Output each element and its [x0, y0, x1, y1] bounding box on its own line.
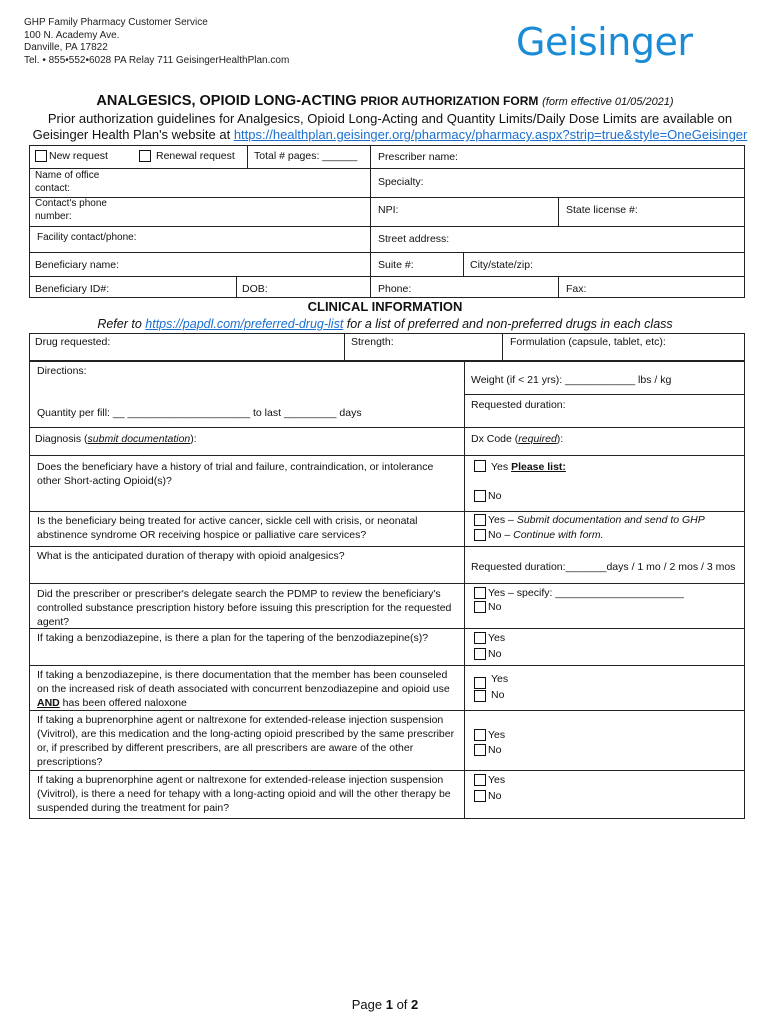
q8-yes-label: Yes: [488, 774, 506, 786]
clinical-heading: CLINICAL INFORMATION: [307, 299, 463, 314]
q2-no-note: Continue with form.: [513, 529, 604, 541]
office-contact-field[interactable]: Name of office contact:: [35, 170, 100, 194]
dx-code-field[interactable]: [471, 432, 563, 446]
q6-and: AND: [37, 697, 60, 709]
renewal-request-checkbox[interactable]: [139, 150, 151, 162]
diagnosis-doc-link: submit documentation: [87, 433, 191, 445]
phone-field[interactable]: Phone:: [378, 283, 412, 295]
q2-yes-checkbox[interactable]: [474, 514, 486, 526]
pdl-link[interactable]: https://papdl.com/preferred-drug-list: [145, 317, 344, 331]
facility-contact-field[interactable]: Facility contact/phone:: [37, 232, 137, 243]
header-line: 100 N. Academy Ave.: [24, 29, 120, 41]
suite-field[interactable]: Suite #:: [378, 259, 414, 271]
divider: [29, 770, 745, 771]
fax-field[interactable]: Fax:: [566, 283, 587, 295]
q3-duration-field[interactable]: [471, 560, 735, 574]
title-effective: (form effective 01/05/2021): [542, 96, 674, 108]
q5-no-label: No: [488, 648, 502, 660]
q6-no-checkbox[interactable]: [474, 690, 486, 702]
specialty-field[interactable]: Specialty:: [378, 176, 424, 188]
q6-text: If taking a benzodiazepine, is there documentation that the member has been counseled on the increased risk of death associated with concurrent benzodiazepine and opioid use: [37, 669, 450, 695]
divider: [29, 455, 745, 456]
dx-prefix: Dx Code (: [471, 433, 519, 445]
q2-no-text: No –: [488, 529, 511, 541]
q3-duration-label: Requested duration:: [471, 561, 566, 573]
q2-yes-label: [488, 513, 705, 527]
new-request-checkbox[interactable]: [35, 150, 47, 162]
q7-yes-checkbox[interactable]: [474, 729, 486, 741]
page-prefix: Page: [351, 997, 383, 1012]
q2-yes-note: Submit documentation and send to GHP: [516, 514, 705, 526]
divider: [236, 276, 237, 298]
q4-no-checkbox[interactable]: [474, 601, 486, 613]
drug-requested-field[interactable]: Drug requested:: [35, 336, 111, 348]
q7-no-label: No: [488, 744, 502, 756]
dob-field[interactable]: DOB:: [242, 283, 268, 295]
npi-field[interactable]: NPI:: [378, 204, 399, 216]
total-pages-field[interactable]: Total # pages: ______: [254, 150, 358, 162]
title-sub: PRIOR AUTHORIZATION FORM: [360, 94, 539, 108]
dx-required: required: [518, 433, 557, 445]
q4-yes-label: Yes – specify: ______________________: [488, 587, 684, 599]
question-duration: What is the anticipated duration of therapy with opioid analgesics?: [37, 550, 345, 562]
state-license-field[interactable]: State license #:: [566, 204, 638, 216]
divider: [344, 333, 345, 361]
contact-phone-field[interactable]: Contact's phone number:: [35, 198, 107, 222]
divider: [29, 252, 745, 253]
refer-suffix: for a list of preferred and non-preferred drugs in each class: [346, 317, 673, 331]
formulation-field[interactable]: Formulation (capsule, tablet, etc):: [510, 336, 666, 348]
q2-yes-text: Yes –: [488, 514, 514, 526]
guidelines-body: Prior authorization guidelines for Analgesics, Opioid Long-Acting and Quantity Limits/Daily Dose Limits are available on Geisinger Health Plan's website at: [32, 111, 733, 142]
divider: [29, 511, 745, 512]
q6-text-b: has been offered naloxone: [62, 697, 187, 709]
q1-yes-label: [491, 460, 566, 474]
divider: [29, 665, 745, 666]
q7-no-checkbox[interactable]: [474, 744, 486, 756]
contact-header: [24, 17, 289, 67]
q6-yes-checkbox[interactable]: [474, 677, 486, 689]
q4-yes-checkbox[interactable]: [474, 587, 486, 599]
q6-no-label: No: [491, 689, 505, 701]
q8-yes-checkbox[interactable]: [474, 774, 486, 786]
requested-duration-field[interactable]: Requested duration:: [471, 399, 566, 411]
refer-prefix: Refer to: [97, 317, 142, 331]
diagnosis-field[interactable]: [35, 432, 197, 446]
divider: [502, 333, 503, 361]
divider: [29, 276, 745, 277]
guidelines-link[interactable]: https://healthplan.geisinger.org/pharmacy/pharmacy.aspx?strip=true&style=OneGeisinger: [233, 127, 748, 142]
question-pdmp: Did the prescriber or prescriber's delegate search the PDMP to review the beneficiary's controlled substance prescription history before issuing this prescription for the requested agent?: [37, 588, 452, 628]
q1-please-list: Please list:: [511, 461, 566, 473]
page-number: [0, 997, 770, 1012]
page-of: of: [396, 997, 408, 1012]
beneficiary-id-field[interactable]: Beneficiary ID#:: [35, 283, 110, 295]
divider: [558, 197, 559, 226]
question-cancer-hospice: Is the beneficiary being treated for active cancer, sickle cell with crisis, or neonatal abstinence syndrome OR receiving hospice or palliative care services?: [37, 515, 418, 541]
directions-field[interactable]: Directions:: [37, 365, 87, 377]
refer-line: [0, 317, 770, 331]
prescriber-name-field[interactable]: Prescriber name:: [378, 151, 458, 163]
beneficiary-name-field[interactable]: Beneficiary name:: [35, 259, 120, 271]
q1-yes-checkbox[interactable]: [474, 460, 486, 472]
q1-yes-text: Yes: [491, 461, 509, 473]
q8-no-checkbox[interactable]: [474, 790, 486, 802]
diagnosis-suffix: ):: [190, 433, 197, 445]
divider: [29, 226, 745, 227]
q3-duration-options: days / 1 mo / 2 mos / 3 mos: [606, 561, 736, 573]
column-divider: [464, 361, 465, 819]
question-buprenorphine-prescriber: If taking a buprenorphine agent or naltrexone for extended-release injection suspension (Vivitrol), are this medication and the long-acting opioid prescribed by the same prescriber or, if prescribed by different prescribers, are all prescribers are aware of the other prescriptions?: [37, 714, 455, 768]
q3-duration-blank: _______: [565, 561, 607, 573]
q7-yes-label: Yes: [488, 729, 506, 741]
quantity-field[interactable]: Quantity per fill: __ _____________________ to last _________ days: [37, 407, 362, 419]
q5-yes-checkbox[interactable]: [474, 632, 486, 644]
q2-no-label: [488, 528, 604, 542]
strength-field[interactable]: Strength:: [351, 336, 394, 348]
weight-field[interactable]: Weight (if < 21 yrs): ____________ lbs / kg: [471, 374, 672, 386]
divider: [29, 546, 745, 547]
divider: [29, 710, 745, 711]
q5-no-checkbox[interactable]: [474, 648, 486, 660]
divider: [247, 145, 248, 168]
q6-yes-label: Yes: [491, 673, 509, 685]
q2-no-checkbox[interactable]: [474, 529, 486, 541]
divider: [463, 252, 464, 276]
divider: [29, 427, 745, 428]
guidelines-text: [20, 111, 760, 143]
city-state-zip-field[interactable]: City/state/zip:: [470, 259, 534, 271]
q8-no-label: No: [488, 790, 502, 802]
divider: [29, 197, 745, 198]
q4-no-label: No: [488, 601, 502, 613]
page-current: 1: [385, 997, 393, 1012]
header-line: GHP Family Pharmacy Customer Service: [24, 17, 208, 28]
diagnosis-prefix: Diagnosis (: [35, 433, 88, 445]
header-line: Danville, PA 17822: [24, 42, 108, 53]
question-benzo-taper: If taking a benzodiazepine, is there a plan for the tapering of the benzodiazepine(s)?: [37, 632, 429, 644]
divider: [558, 276, 559, 298]
new-request-label: New request: [49, 150, 108, 162]
question-benzo-counseling: [37, 668, 459, 710]
title-main: ANALGESICS, OPIOID LONG-ACTING: [96, 93, 357, 109]
q5-yes-label: Yes: [488, 632, 506, 644]
geisinger-logo: Geisinger: [516, 20, 693, 64]
divider: [370, 168, 745, 169]
renewal-request-label: Renewal request: [156, 150, 235, 162]
page-total: 2: [411, 997, 419, 1012]
divider: [29, 583, 745, 584]
street-address-field[interactable]: Street address:: [378, 233, 450, 245]
q1-no-checkbox[interactable]: [474, 490, 486, 502]
question-buprenorphine-therapy: If taking a buprenorphine agent or naltrexone for extended-release injection suspension (Vivitrol), is there a need for tehapy with a long-acting opioid and will the other therapy be suspended during the treatment for pain?: [37, 774, 451, 814]
question-trial-failure: Does the beneficiary have a history of trial and failure, contraindication, or intolerance other Short-acting Opioid(s)?: [37, 461, 434, 487]
q1-no-label: No: [488, 490, 502, 502]
dx-suffix: ):: [556, 433, 564, 445]
divider: [464, 394, 745, 395]
header-line: Tel. • 855•552•6028 PA Relay 711 GeisingerHealthPlan.com: [24, 54, 290, 66]
form-title: [0, 93, 770, 109]
